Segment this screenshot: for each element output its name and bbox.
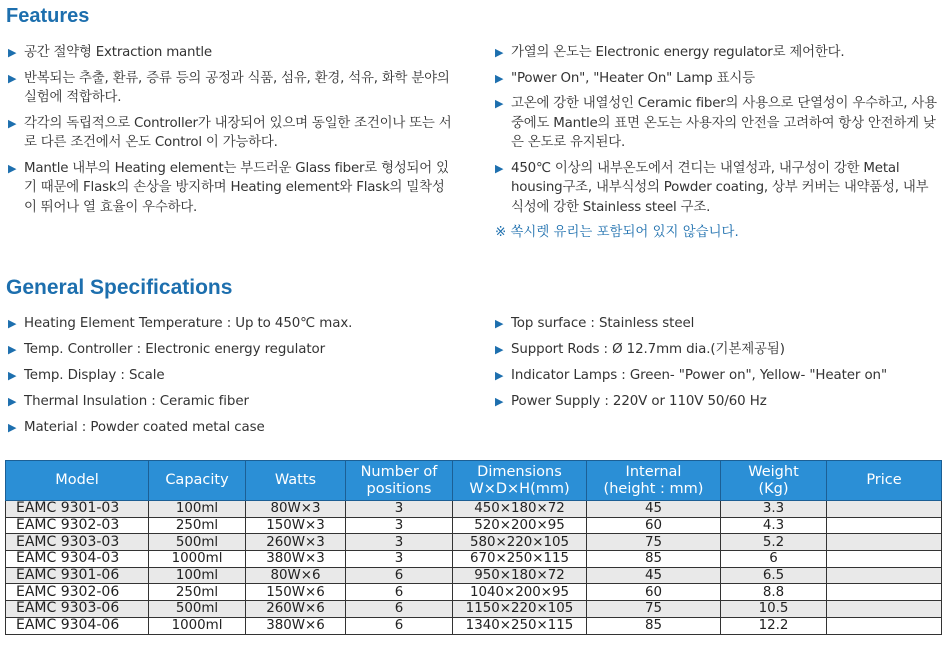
table-cell: 85	[587, 551, 721, 568]
column-header-line: Capacity	[165, 472, 229, 488]
table-cell: 45	[587, 501, 721, 518]
triangle-right-icon: ▶	[8, 369, 17, 382]
table-cell: 6.5	[721, 567, 827, 584]
triangle-right-icon: ▶	[495, 97, 504, 110]
table-cell: 60	[587, 517, 721, 534]
table-cell: 3.3	[721, 501, 827, 518]
table-cell	[827, 551, 942, 568]
table-row	[6, 567, 942, 584]
column-header	[346, 461, 453, 501]
feature-item: ▶ 각각의 독립적으로 Controller가 내장되어 있으며 동일한 조건이나 또는 서로 다른 조건에서 온도 Control 이 가능하다.	[8, 115, 452, 150]
table-cell: 260W×6	[246, 601, 346, 618]
column-header-line: W×D×H(mm)	[469, 480, 570, 497]
triangle-right-icon: ▶	[495, 71, 504, 85]
column-header-line: Model	[55, 472, 99, 488]
triangle-right-icon: ▶	[8, 395, 17, 408]
table-cell: 450×180×72	[453, 501, 587, 518]
table-cell: 10.5	[721, 601, 827, 618]
model-cell: EAMC 9304-06	[6, 617, 149, 634]
table-row	[6, 617, 942, 634]
column-header-line: positions	[366, 480, 432, 497]
triangle-right-icon: ▶	[8, 71, 17, 85]
specs-title: General Specifications	[6, 276, 233, 299]
table-cell: 6	[346, 567, 453, 584]
table-cell: 1040×200×95	[453, 584, 587, 601]
table-cell: 500ml	[149, 534, 246, 551]
table-header-row	[6, 461, 942, 501]
table-cell	[827, 567, 942, 584]
feature-item: ▶ 공간 절약형 Extraction mantle	[6, 43, 456, 63]
product-table	[5, 460, 942, 635]
table-cell: 1000ml	[149, 551, 246, 568]
table-row	[6, 534, 942, 551]
table-cell: 45	[587, 567, 721, 584]
triangle-right-icon: ▶	[495, 369, 504, 382]
spec-item: ▶ Indicator Lamps : Green- "Power on", Yellow- "Heater on"	[495, 368, 888, 383]
column-header-line: Number of	[360, 463, 438, 480]
column-header-line: (height : mm)	[603, 480, 704, 497]
table-cell	[827, 501, 942, 518]
triangle-right-icon: ▶	[495, 46, 504, 59]
table-cell: 6	[721, 551, 827, 568]
column-header-line: Price	[866, 472, 902, 488]
table-row	[6, 584, 942, 601]
feature-item: ▶ 고온에 강한 내열성인 Ceramic fiber의 사용으로 단열성이 우수하고, 사용중에도 Mantle의 표면 온도는 사용자의 안전을 고려하여 항상 안전하게 낮은 온도로 유지된다.	[495, 96, 937, 150]
spec-item: ▶ Temp. Display : Scale	[8, 368, 165, 383]
table-cell: 6	[346, 601, 453, 618]
table-cell: 4.3	[721, 517, 827, 534]
table-cell: 85	[587, 617, 721, 634]
table-cell: 500ml	[149, 601, 246, 618]
table-cell: 3	[346, 501, 453, 518]
table-cell: 6	[346, 617, 453, 634]
glass-not-included-note: ※ 쏙시렛 유리는 포함되어 있지 않습니다.	[495, 225, 739, 240]
specs-left-column	[6, 316, 466, 446]
model-cell: EAMC 9301-03	[6, 501, 149, 518]
spec-item: ▶ Material : Powder coated metal case	[8, 420, 265, 435]
column-header	[721, 461, 827, 501]
table-cell: 1340×250×115	[453, 617, 587, 634]
table-row	[6, 517, 942, 534]
model-cell: EAMC 9301-06	[6, 567, 149, 584]
table-cell: 8.8	[721, 584, 827, 601]
table-cell: 250ml	[149, 517, 246, 534]
model-cell: EAMC 9302-06	[6, 584, 149, 601]
triangle-right-icon: ▶	[495, 343, 504, 356]
table-cell: 75	[587, 534, 721, 551]
table-row	[6, 551, 942, 568]
table-row	[6, 501, 942, 518]
feature-item: ▶ "Power On", "Heater On" Lamp 표시등	[493, 69, 941, 89]
column-header-line: Dimensions	[477, 463, 562, 480]
table-cell: 260W×3	[246, 534, 346, 551]
column-header	[149, 461, 246, 501]
spec-item: ▶ Thermal Insulation : Ceramic fiber	[8, 394, 249, 409]
table-cell: 250ml	[149, 584, 246, 601]
spec-item: ▶ Heating Element Temperature : Up to 450℃ max.	[8, 316, 353, 331]
spec-item: ▶ Temp. Controller : Electronic energy regulator	[8, 342, 325, 357]
column-header-line: Watts	[274, 472, 317, 488]
column-header	[6, 461, 149, 501]
table-cell: 100ml	[149, 501, 246, 518]
table-cell: 75	[587, 601, 721, 618]
table-cell: 3	[346, 534, 453, 551]
table-cell: 380W×3	[246, 551, 346, 568]
table-cell: 580×220×105	[453, 534, 587, 551]
spec-item: ▶ Support Rods : Ø 12.7mm dia.(기본제공됨)	[495, 342, 785, 357]
column-header	[246, 461, 346, 501]
column-header	[453, 461, 587, 501]
model-cell: EAMC 9304-03	[6, 551, 149, 568]
triangle-right-icon: ▶	[495, 317, 504, 330]
feature-item: ▶ 반복되는 추출, 환류, 증류 등의 공정과 식품, 섬유, 환경, 석유, 화학 분야의 실험에 적합하다.	[8, 70, 450, 105]
specs-right-column	[493, 316, 941, 420]
table-cell: 950×180×72	[453, 567, 587, 584]
table-cell	[827, 617, 942, 634]
table-cell: 6	[346, 584, 453, 601]
features-right-column	[493, 43, 941, 242]
spec-item: ▶ Power Supply : 220V or 110V 50/60 Hz	[495, 394, 767, 409]
feature-item: ▶ Mantle 내부의 Heating element는 부드러운 Glass fiber로 형성되어 있기 때문에 Flask의 손상을 방지하며 Heating element와 Flask의 밀착성이 뛰어나 열 효율이 우수하다.	[8, 160, 449, 215]
table-cell: 80W×6	[246, 567, 346, 584]
table-cell	[827, 534, 942, 551]
triangle-right-icon: ▶	[8, 46, 17, 59]
table-cell: 5.2	[721, 534, 827, 551]
table-cell	[827, 601, 942, 618]
feature-item: ▶ 450℃ 이상의 내부온도에서 견디는 내열성과, 내구성이 강한 Metal housing구조, 내부식성의 Powder coating, 상부 커버는 내약품성, 내부식성에 강한 Stainless steel 구조.	[495, 160, 929, 215]
triangle-right-icon: ▶	[8, 317, 17, 330]
triangle-right-icon: ▶	[8, 161, 17, 175]
table-cell: 100ml	[149, 567, 246, 584]
table-cell: 1000ml	[149, 617, 246, 634]
column-header-line: (Kg)	[758, 480, 789, 497]
feature-item: ▶ 가열의 온도는 Electronic energy regulator로 제어한다.	[493, 43, 941, 63]
table-cell	[827, 584, 942, 601]
table-cell: 3	[346, 551, 453, 568]
table-cell: 1150×220×105	[453, 601, 587, 618]
table-cell	[827, 517, 942, 534]
triangle-right-icon: ▶	[495, 161, 504, 175]
model-cell: EAMC 9303-03	[6, 534, 149, 551]
table-body	[6, 501, 942, 635]
table-cell: 150W×6	[246, 584, 346, 601]
triangle-right-icon: ▶	[495, 395, 504, 408]
model-cell: EAMC 9303-06	[6, 601, 149, 618]
table-cell: 12.2	[721, 617, 827, 634]
spec-item: ▶ Top surface : Stainless steel	[495, 316, 695, 331]
table-cell: 3	[346, 517, 453, 534]
table-cell: 380W×6	[246, 617, 346, 634]
features-left-column	[6, 43, 456, 223]
triangle-right-icon: ▶	[8, 116, 17, 130]
column-header-line: Weight	[748, 463, 799, 480]
table-cell: 150W×3	[246, 517, 346, 534]
table-cell: 670×250×115	[453, 551, 587, 568]
features-title: Features	[6, 5, 90, 27]
model-cell: EAMC 9302-03	[6, 517, 149, 534]
triangle-right-icon: ▶	[8, 421, 17, 434]
table-cell: 60	[587, 584, 721, 601]
triangle-right-icon: ▶	[8, 343, 17, 356]
column-header	[587, 461, 721, 501]
column-header	[827, 461, 942, 501]
table-cell: 80W×3	[246, 501, 346, 518]
table-row	[6, 601, 942, 618]
column-header-line: Internal	[625, 463, 682, 480]
table-cell: 520×200×95	[453, 517, 587, 534]
